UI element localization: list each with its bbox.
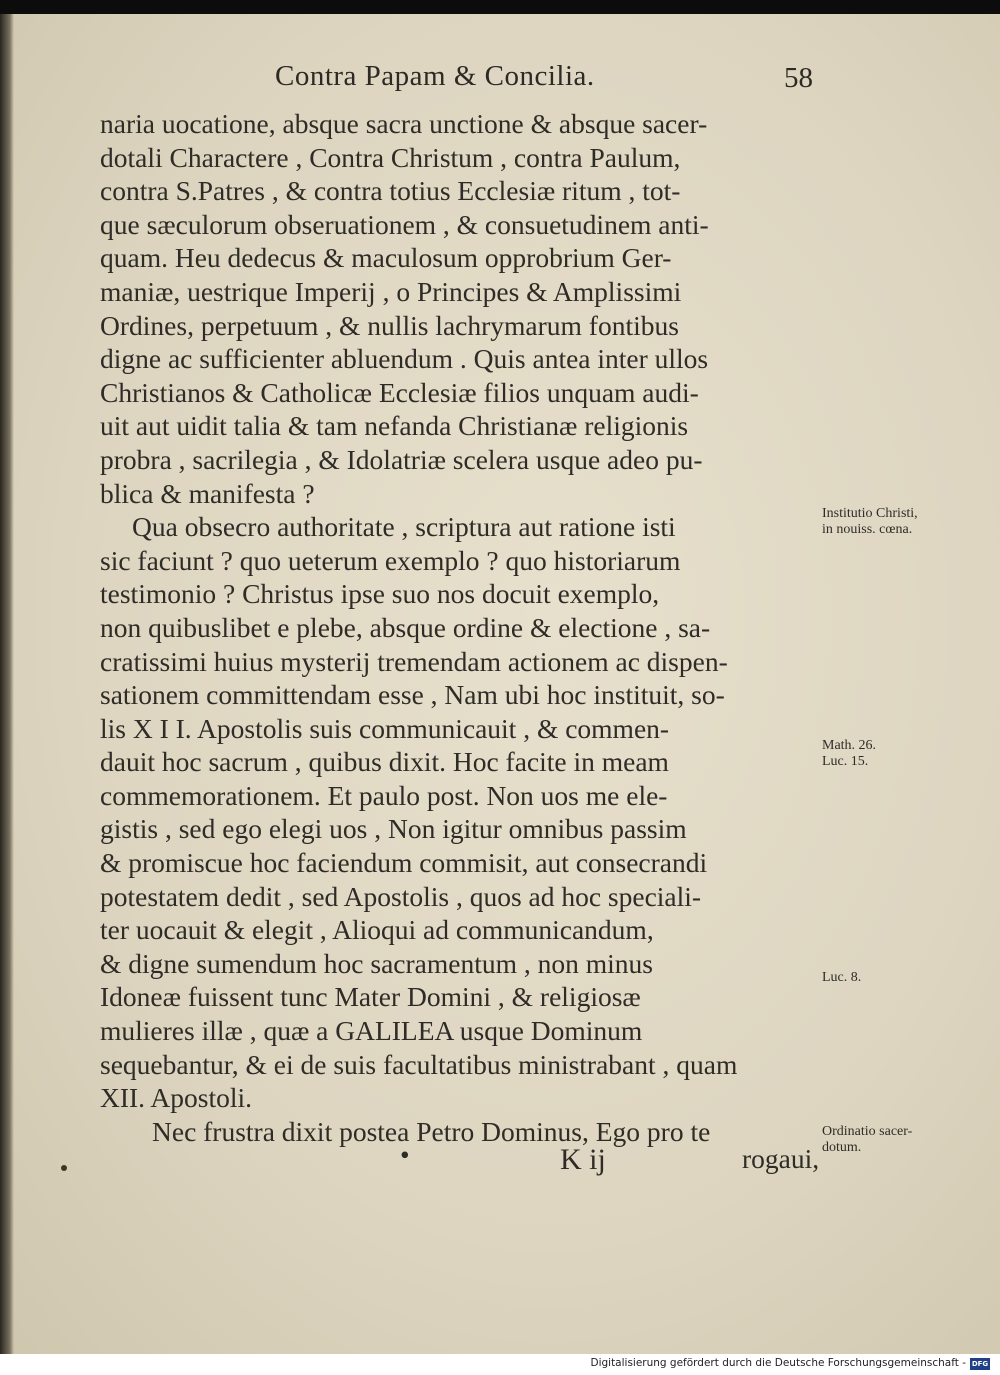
catchline bbox=[100, 1139, 820, 1177]
page-header bbox=[0, 60, 1000, 110]
text-line: ter uocauit & elegit , Alioqui ad communicandum, bbox=[100, 914, 654, 946]
text-line: naria uocatione, absque sacra unctione & absque sacer- bbox=[100, 108, 708, 139]
paragraph-start-line: Qua obsecro authoritate , scriptura aut ratione isti bbox=[132, 511, 676, 543]
text-line: Christianos & Catholicæ Ecclesiæ filios unquam audi- bbox=[100, 376, 699, 408]
text-line: dauit hoc sacrum , quibus dixit. Hoc facite in meam bbox=[100, 746, 669, 778]
signature-mark: K ij bbox=[560, 1143, 606, 1176]
margin-note-luc bbox=[822, 970, 972, 986]
text-line: sequebantur, & ei de suis facultatibus ministrabant , quam bbox=[100, 1048, 738, 1080]
text-line: maniæ, uestrique Imperij , o Principes & Amplissimi bbox=[100, 275, 682, 307]
margin-note-line: Math. 26. bbox=[822, 738, 877, 753]
text-line: sationem committendam esse , Nam ubi hoc instituit, so- bbox=[100, 679, 725, 711]
text-line: testimonio ? Christus ipse suo nos docuit exemplo, bbox=[100, 578, 660, 610]
text-line: sic faciunt ? quo ueterum exemplo ? quo historiarum bbox=[100, 544, 681, 576]
text-line: quam. Heu dedecus & maculosum opprobrium Ger- bbox=[100, 242, 672, 274]
ink-spot bbox=[61, 1165, 67, 1171]
text-line: non quibuslibet e plebe, absque ordine & electione , sa- bbox=[100, 611, 711, 643]
text-line: & promiscue hoc faciendum commisit, aut consecrandi bbox=[100, 847, 708, 879]
text-line: digne ac sufficienter abluendum . Quis antea inter ullos bbox=[100, 343, 709, 375]
margin-note-ordinatio bbox=[822, 1124, 972, 1156]
margin-note-line: dotum. bbox=[822, 1140, 862, 1155]
text-line: Ordines, perpetuum , & nullis lachrymarum fontibus bbox=[100, 309, 679, 341]
text-line: commemorationem. Et paulo post. Non uos me ele- bbox=[100, 779, 668, 811]
margin-note-line: in nouiss. cœna. bbox=[822, 522, 913, 537]
text-line: cratissimi huius mysterij tremendam actionem ac dispen- bbox=[100, 645, 728, 677]
digitization-credit: Digitalisierung gefördert durch die Deutsche Forschungsgemeinschaft - bbox=[590, 1357, 966, 1369]
margin-note-line: Luc. 8. bbox=[822, 970, 862, 985]
running-title: Contra Papam & Concilia. bbox=[275, 60, 595, 92]
text-line: uit aut uidit talia & tam nefanda Christianæ religionis bbox=[100, 410, 689, 442]
text-line: potestatem dedit , sed Apostolis , quos ad hoc speciali- bbox=[100, 880, 702, 912]
text-line: & digne sumendum hoc sacramentum , non minus bbox=[100, 947, 653, 979]
text-line: que sæculorum obseruationem , & consuetudinem anti- bbox=[100, 208, 709, 240]
text-line: dotali Charactere , Contra Christum , contra Paulum, bbox=[100, 141, 681, 173]
text-line: probra , sacrilegia , & Idolatriæ scelera usque adeo pu- bbox=[100, 443, 703, 475]
text-line: blica & manifesta ? bbox=[100, 477, 315, 509]
text-line: lis X I I. Apostolis suis communicauit , & commen- bbox=[100, 712, 670, 744]
text-line: contra S.Patres , & contra totius Ecclesiæ ritum , tot- bbox=[100, 175, 681, 207]
dfg-logo-icon: DFG bbox=[971, 1360, 989, 1368]
text-line: mulieres illæ , quæ a GALILEA usque Dominum bbox=[100, 1015, 643, 1047]
text-line: Idoneæ fuissent tunc Mater Domini , & religiosæ bbox=[100, 981, 641, 1013]
margin-note-institutio bbox=[822, 506, 972, 538]
paragraph-start-line: Nec frustra dixit postea Petro Dominus, Ego pro te bbox=[152, 1115, 711, 1147]
catchline-dot: • bbox=[400, 1139, 410, 1170]
margin-note-math bbox=[822, 738, 972, 770]
body-text bbox=[100, 107, 820, 1148]
text-line: gistis , sed ego elegi uos , Non igitur omnibus passim bbox=[100, 813, 687, 845]
margin-note-line: Ordinatio sacer- bbox=[822, 1124, 913, 1139]
catchword: rogaui, bbox=[742, 1143, 820, 1174]
text-line: XII. Apostoli. bbox=[100, 1082, 253, 1114]
binding-shadow bbox=[0, 14, 14, 1354]
margin-note-line: Institutio Christi, bbox=[822, 506, 918, 521]
page-number: 58 bbox=[784, 62, 813, 94]
margin-note-line: Luc. 15. bbox=[822, 754, 869, 769]
